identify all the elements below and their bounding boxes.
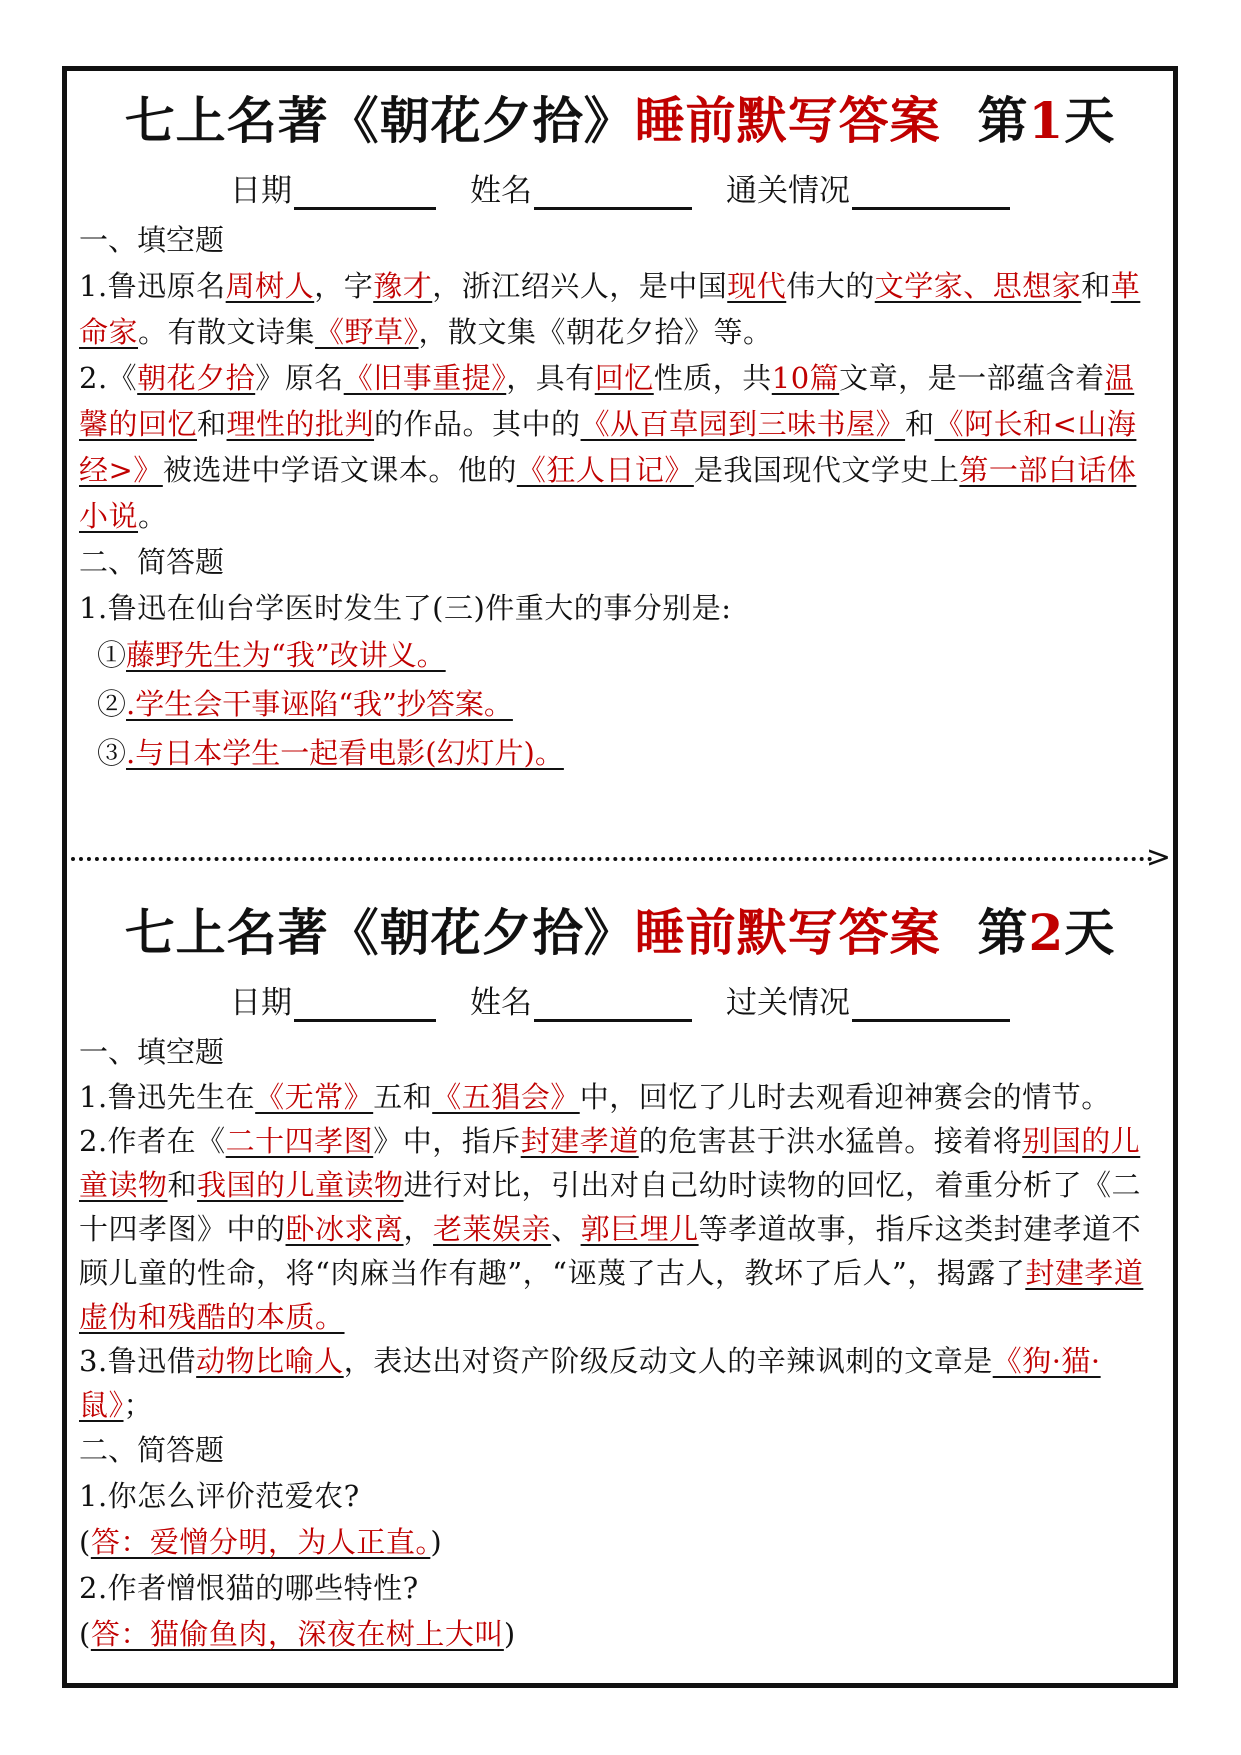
day2-meta xyxy=(67,969,1173,1029)
name-label: 姓名 xyxy=(470,984,532,1021)
answer-5: (答：猫偷鱼肉，深夜在树上大叫) xyxy=(79,1617,516,1651)
question-1: 1.鲁迅原名周树人，字豫才，浙江绍兴人，是中国现代伟大的文学家、思想家和革命家。有散文诗集《野草》，散文集《朝花夕拾》等。 xyxy=(79,269,1141,349)
status-blank[interactable] xyxy=(852,991,1010,1022)
name-blank[interactable] xyxy=(534,179,692,210)
title-day-suffix: 天 xyxy=(1064,903,1116,962)
name-blank[interactable] xyxy=(534,991,692,1022)
answer: 《五猖会》 xyxy=(432,1080,580,1114)
section-heading: 二、简答题 xyxy=(79,545,225,579)
answer: 封建孝道虚伪和残酷的本质。 xyxy=(79,1256,1144,1334)
answer: 现代 xyxy=(727,269,787,303)
day1-meta xyxy=(67,157,1173,217)
answer: 《从百草园到三味书屋》 xyxy=(580,407,906,441)
answer: 《旧事重提》 xyxy=(343,361,507,395)
answer: 第一部白话体小说 xyxy=(79,453,1137,533)
cut-line-divider xyxy=(71,857,1153,861)
answer: 郭巨埋儿 xyxy=(580,1212,699,1246)
question-3: 3.鲁迅借动物比喻人，表达出对资产阶级反动文人的辛辣讽刺的文章是《狗·猫·鼠》； xyxy=(79,1344,1101,1422)
answer: 《狗·猫·鼠》 xyxy=(79,1344,1101,1422)
question-1: 1.鲁迅先生在《无常》五和《五猖会》中，回忆了儿时去观看迎神赛会的情节。 xyxy=(79,1080,1111,1114)
question-4: 1.你怎么评价范爱农? xyxy=(79,1479,360,1513)
answer: 答：爱憎分明，为人正直。 xyxy=(90,1525,431,1559)
answer: 老莱娱亲 xyxy=(433,1212,552,1246)
day2-section xyxy=(67,897,1173,1657)
title-red: 睡前默写答案 xyxy=(634,903,941,962)
question-2: 2.《朝花夕拾》原名《旧事重提》，具有回忆性质，共10篇文章，是一部蕴含着温馨的回忆和理性的批判的作品。其中的《从百草园到三味书屋》和《阿长和<山海经>》被选进中学语文课本。他的《狂人日记》是我国现代文学史上第一部白话体小说。 xyxy=(79,361,1137,533)
answer: 《狂人日记》 xyxy=(516,453,694,487)
day1-section xyxy=(67,85,1173,778)
answer: 10篇 xyxy=(771,361,840,395)
section-heading: 一、填空题 xyxy=(79,223,225,257)
answer: 动物比喻人 xyxy=(196,1344,344,1378)
question-3: 1.鲁迅在仙台学医时发生了(三)件重大的事分别是: xyxy=(79,591,732,625)
answer: 藤野先生为“我”改讲义。 xyxy=(126,638,446,672)
answer: 封建孝道 xyxy=(520,1124,639,1158)
answer: 回忆 xyxy=(594,361,654,395)
answer-item: ②.学生会干事诬陷“我”抄答案。 xyxy=(97,687,513,721)
title-day-prefix: 第 xyxy=(977,903,1029,962)
answer-4: (答：爱憎分明，为人正直。) xyxy=(79,1525,443,1559)
date-blank[interactable] xyxy=(294,179,436,210)
answer: 别国的儿童读物 xyxy=(79,1124,1141,1202)
answer: 《无常》 xyxy=(255,1080,374,1114)
answer: 豫才 xyxy=(373,269,433,303)
answer: 答：猫偷鱼肉，深夜在树上大叫 xyxy=(90,1617,504,1651)
day2-title xyxy=(67,897,1173,969)
question-5: 2.作者憎恨猫的哪些特性? xyxy=(79,1571,419,1605)
status-blank[interactable] xyxy=(852,179,1010,210)
answer: 革命家 xyxy=(79,269,1141,349)
section-heading: 一、填空题 xyxy=(79,1035,225,1069)
answer: 《阿长和<山海经>》 xyxy=(79,407,1137,487)
answer: 温馨的回忆 xyxy=(79,361,1135,441)
answer: 卧冰求离 xyxy=(285,1212,404,1246)
answer-item: ③.与日本学生一起看电影(幻灯片)。 xyxy=(97,736,564,770)
answer: 理性的批判 xyxy=(226,407,375,441)
title-day-prefix: 第 xyxy=(977,91,1029,150)
answer: 我国的儿童读物 xyxy=(197,1168,404,1202)
answer: 二十四孝图 xyxy=(225,1124,374,1158)
title-red: 睡前默写答案 xyxy=(634,91,941,150)
title-main: 七上名著《朝花夕拾》 xyxy=(124,91,635,150)
answer: .与日本学生一起看电影(幻灯片)。 xyxy=(126,736,564,770)
name-label: 姓名 xyxy=(470,172,532,209)
section-heading: 二、简答题 xyxy=(79,1433,225,1467)
status-label: 通关情况 xyxy=(726,172,850,209)
date-label: 日期 xyxy=(230,172,292,209)
cut-line-arrow-icon: > xyxy=(1145,840,1171,875)
answer: 朝花夕拾 xyxy=(137,361,256,395)
worksheet-frame xyxy=(62,66,1178,1688)
answer-item: ①藤野先生为“我”改讲义。 xyxy=(97,638,446,672)
date-label: 日期 xyxy=(230,984,292,1021)
answer: 文学家、思想家 xyxy=(874,269,1082,303)
title-main: 七上名著《朝花夕拾》 xyxy=(124,903,635,962)
answer: 《野草》 xyxy=(315,315,419,349)
title-day-num: 1 xyxy=(1028,91,1065,150)
question-2: 2.作者在《二十四孝图》中，指斥封建孝道的危害甚于洪水猛兽。接着将别国的儿童读物和我国的儿童读物进行对比，引出对自己幼时读物的回忆，着重分析了《二十四孝图》中的卧冰求离，老莱娱亲、郭巨埋儿等孝道故事，指斥这类封建孝道不顾儿童的性命，将“肉麻当作有趣”，“诬蔑了古人，教坏了后人”，揭露了封建孝道虚伪和残酷的本质。 xyxy=(79,1124,1144,1334)
title-day-suffix: 天 xyxy=(1064,91,1116,150)
day1-title xyxy=(67,85,1173,157)
status-label: 过关情况 xyxy=(726,984,850,1021)
answer: .学生会干事诬陷“我”抄答案。 xyxy=(126,687,513,721)
date-blank[interactable] xyxy=(294,991,436,1022)
title-day-num: 2 xyxy=(1028,903,1065,962)
answer: 周树人 xyxy=(225,269,315,303)
